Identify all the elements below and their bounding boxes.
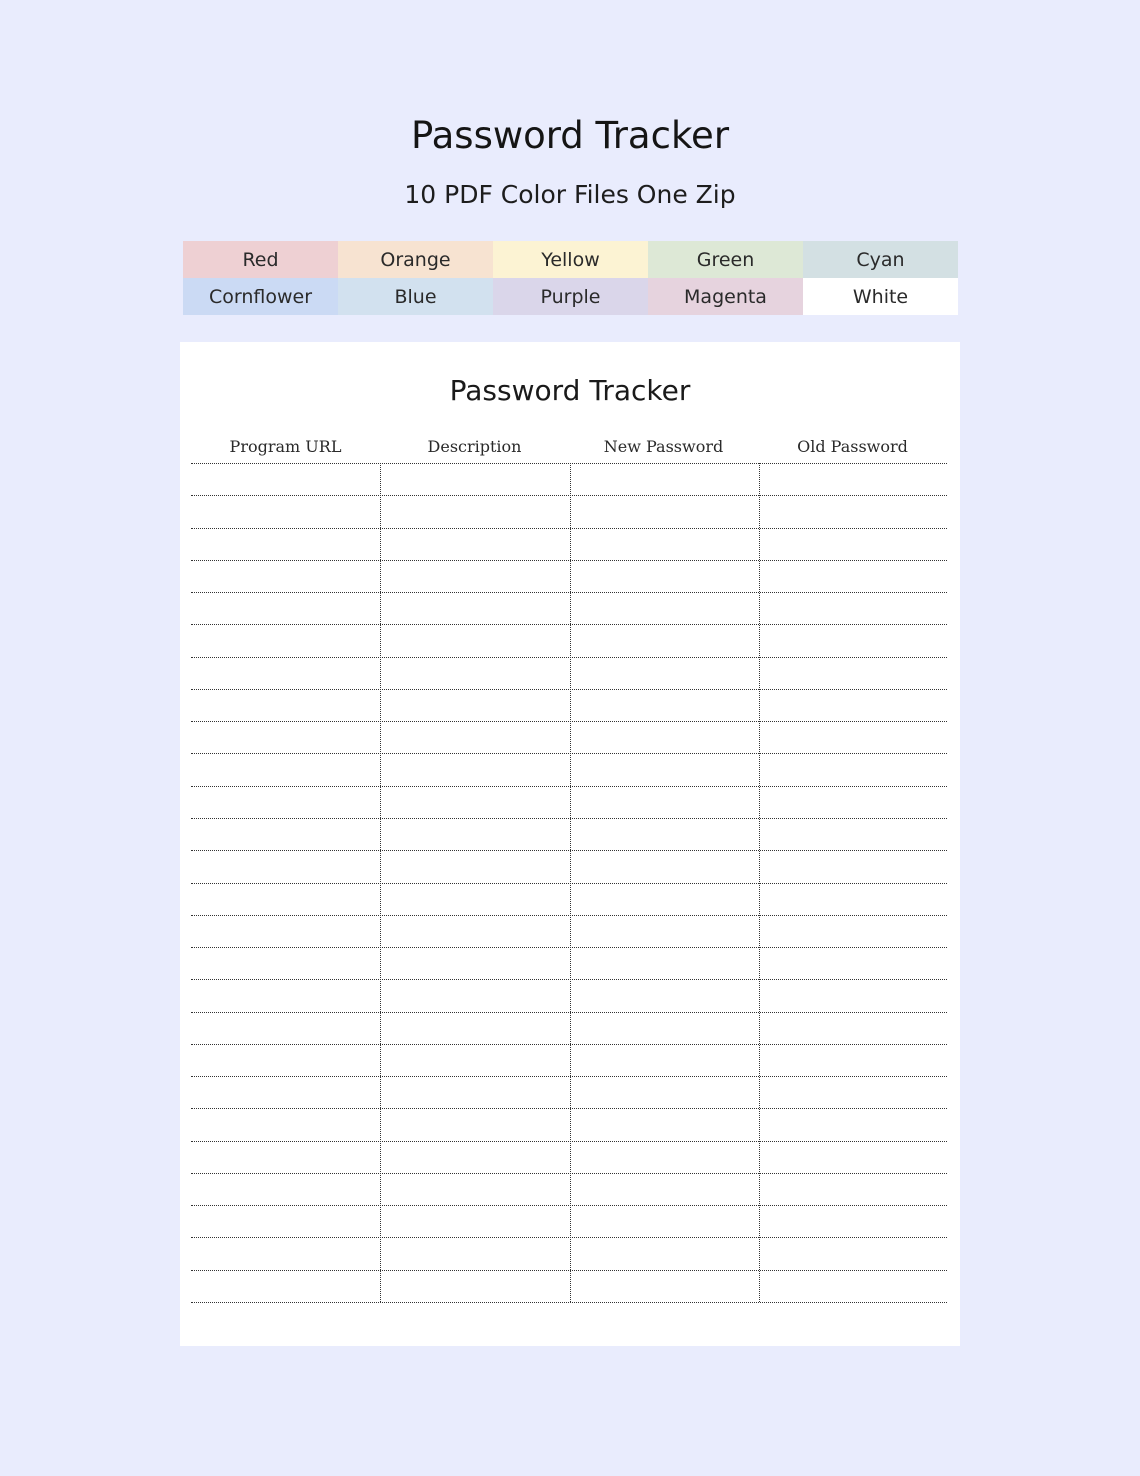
swatch-label: Green [696,248,755,271]
table-row-line [191,1076,947,1077]
table-row-line [191,528,947,529]
swatch-cyan [803,241,958,278]
table-column-divider [570,463,571,1302]
swatch-label: Yellow [541,248,600,271]
table-row-line [191,947,947,948]
table-row-line [191,657,947,658]
swatch-red [183,241,338,278]
table-column-divider [380,463,381,1302]
swatch-magenta [648,278,803,315]
table-row-line [191,1108,947,1109]
swatch-label: Cornflower [208,285,313,308]
table-row-line [191,1141,947,1142]
table-row-line [191,818,947,819]
sheet-title: Password Tracker [449,374,691,407]
page-subtitle: 10 PDF Color Files One Zip [404,180,736,209]
swatch-label: White [852,285,909,308]
table-row-line [191,463,947,464]
table-row-line [191,1205,947,1206]
table-row-line [191,1270,947,1271]
swatch-label: Magenta [684,285,767,308]
swatch-label: Cyan [856,248,905,271]
table-row-line [191,979,947,980]
swatch-cornflower [183,278,338,315]
table-row-line [191,883,947,884]
swatch-blue [338,278,493,315]
color-swatch-grid [183,241,958,315]
column-header-description: Description [427,437,522,456]
table-row-line [191,624,947,625]
swatch-yellow [493,241,648,278]
table-row-line [191,786,947,787]
swatch-white [803,278,958,315]
swatch-purple [493,278,648,315]
column-header-program-url: Program URL [229,437,342,456]
column-header-new-password: New Password [603,437,724,456]
page-title: Password Tracker [410,114,730,157]
table-row-line [191,753,947,754]
table-row-line [191,850,947,851]
table-row-line [191,1173,947,1174]
table-row-line [191,689,947,690]
table-row-line [191,1237,947,1238]
swatch-label: Purple [540,285,601,308]
table-column-divider [759,463,760,1302]
table-row-line [191,560,947,561]
table-row-line [191,915,947,916]
table-row-line [191,592,947,593]
swatch-label: Blue [394,285,437,308]
table-row-line [191,1302,947,1303]
column-header-old-password: Old Password [797,437,908,456]
table-row-line [191,1044,947,1045]
table-row-line [191,495,947,496]
swatch-label: Red [242,248,279,271]
table-row-line [191,1012,947,1013]
swatch-green [648,241,803,278]
swatch-orange [338,241,493,278]
swatch-label: Orange [380,248,451,271]
table-row-line [191,721,947,722]
